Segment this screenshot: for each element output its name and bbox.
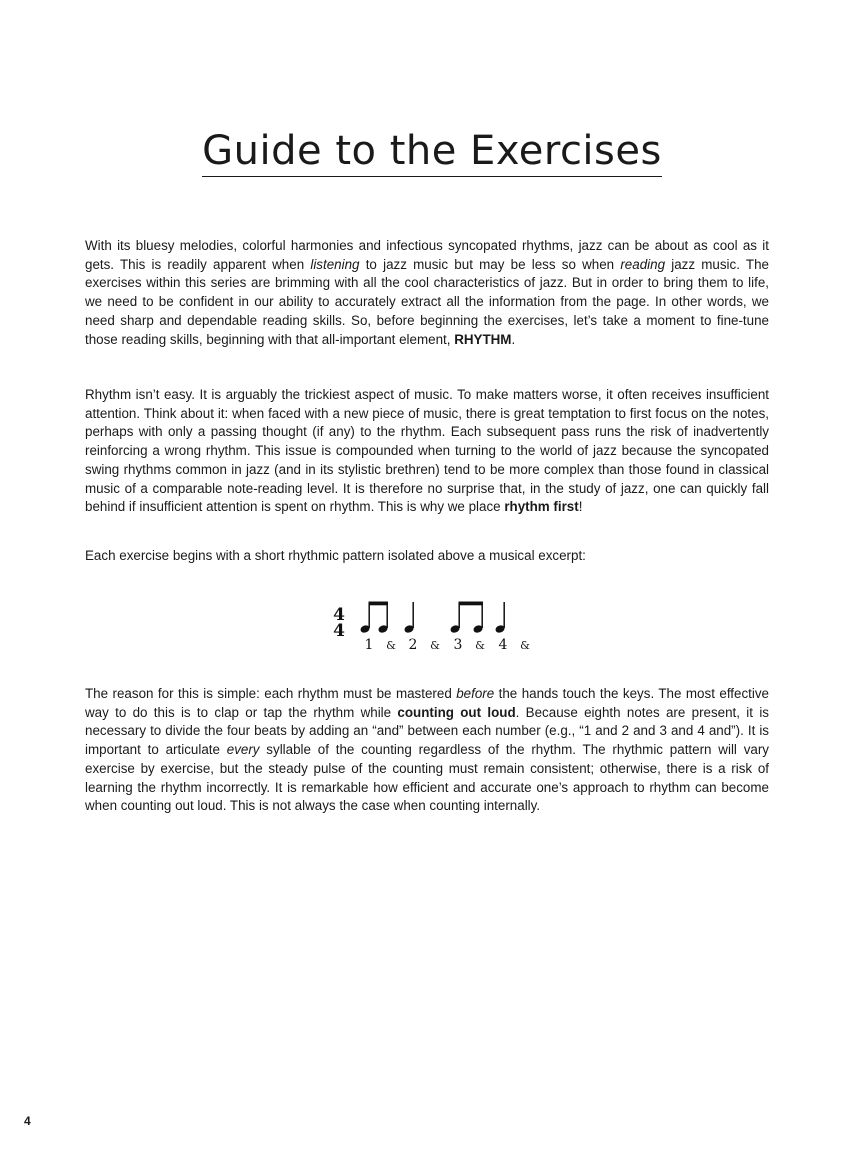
title-container [0,128,864,177]
count-and: & [520,639,530,652]
count-and: & [430,639,440,652]
emphasis-reading: reading [620,256,666,272]
text-run: . [511,331,516,347]
text-run: syllable of the counting regardless of the rhythm. The rhythmic pattern will vary exercise by exercise, but the steady pulse of the counting must remain consistent; otherwise, there is a risk of learning the rhythm incorrectly. It is remarkable how efficient and accurate one’s approach to rhythm can become when counting out loud. This is not always the case when counting internally. [85,742,770,814]
text-run: The reason for this is simple: each rhythm must be mastered [85,686,457,701]
bold-rhythm-first: rhythm first [504,499,579,515]
text-run: the hands touch the keys. The most effective way to do this is to clap or tap the rhythm while [85,686,769,720]
text-run: . Because eighth notes are present, it is necessary to divide the four beats by adding an “and” between each number (e.g., “1 and 2 and 3 and 4 and”). It is important to articulate [85,704,769,758]
text-run: Rhythm isn’t easy. It is arguably the trickiest aspect of music. To make matters worse, it often receives insufficient attention. Think about it: when faced with a new piece of music, there is great temptation to first focus on the notes, perhaps with only a passing thought (if any) to the rhythm. Each subsequent pass runs the risk of inadvertently reinforcing a wrong rhythm. This issue is compounded when turning to the world of jazz because the syncopated swing rhythms common in jazz (and in its stylistic brethren) tend to be more complex than those found in classical music of a comparable note-reading level. It is therefore no surprise that, in the study of jazz, one can quickly fall behind if insufficient attention is spent on rhythm. This is why we place [85,387,769,515]
text-run: ! [578,499,583,515]
eighth-note-pair-2 [449,602,483,634]
count-3: 3 [453,637,463,653]
count-and: & [386,639,396,652]
page-number: 4 [24,1114,31,1128]
quarter-note-1 [403,602,414,634]
counting-paragraph [85,685,769,816]
count-4: 4 [498,637,508,653]
text-run: With its bluesy melodies, colorful harmonies and infectious syncopated rhythms, jazz can be about as cool as it gets. This is readily apparent when [85,238,769,272]
page-title: Guide to the Exercises [202,128,662,177]
count-1: 1 [364,637,374,653]
emphasis-before: before [456,686,495,701]
beam [459,602,484,606]
count-2: 2 [408,637,418,653]
bold-rhythm: RHYTHM [454,331,512,347]
rhythm-example [330,592,540,656]
count-and: & [475,639,485,652]
emphasis-listening: listening [310,256,360,272]
emphasis-every: every [226,742,260,758]
quarter-note-2 [494,602,505,634]
beam [369,602,389,606]
bold-counting-out-loud: counting out loud [397,704,516,720]
text-run: jazz music. The exercises within this series are brimming with all the cool characteristics of jazz. But in order to bring them to life, we need to be confident in our ability to accurately extract all the information from the page. In other words, we need sharp and dependable reading skills. So, before beginning the exercises, let’s take a moment to fine-tune those reading skills, beginning with that all-important element, [85,256,769,347]
text-run: Each exercise begins with a short rhythmic pattern isolated above a musical excerpt: [85,548,586,563]
eighth-note-pair-1 [359,602,388,634]
exercise-intro-paragraph [85,547,769,566]
time-signature-bottom: 4 [333,621,345,641]
intro-paragraph [85,237,769,349]
text-run: to jazz music but may be less so when [359,256,621,272]
time-signature-top: 4 [333,605,345,625]
rhythm-paragraph [85,386,769,517]
